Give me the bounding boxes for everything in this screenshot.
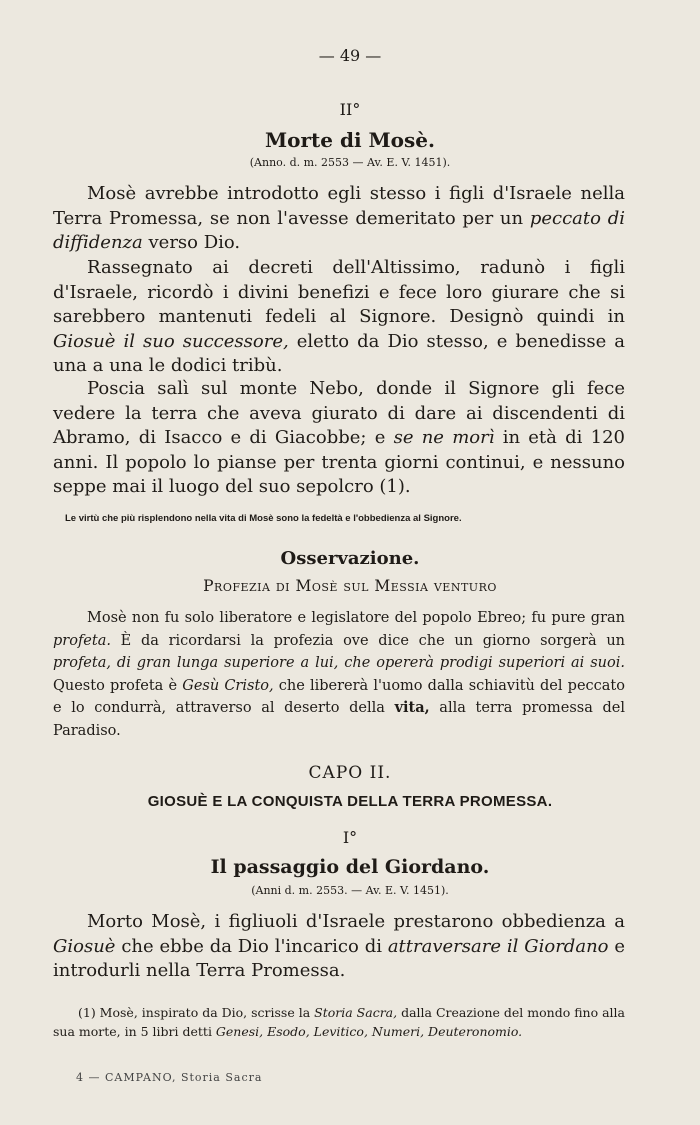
paragraph-2: Rassegnato ai decreti dell'Altissimo, radunò i figli d'Israele, ricordò i divini benefizi e fece loro giurare che si sarebbero mantenuti fedeli al Signore. Designò quindi in Giosuè il suo successore, eletto da Dio stesso, e benedisse a una a una le dodici tribù. bbox=[53, 257, 625, 376]
section-date-2: (Anni d. m. 2553. — Av. E. V. 1451). bbox=[251, 884, 449, 897]
paragraph-3: Poscia salì sul monte Nebo, donde il Signore gli fece vedere la terra che aveva giurato di dare ai discendenti di Abramo, di Isacco e di Giacobbe; e se ne morì in età di 120 anni. Il popolo lo pianse per trenta giorni continui, e nessuno seppe mai il luogo del suo sepolcro (1). bbox=[53, 378, 625, 497]
section-number-2: I° bbox=[342, 828, 358, 847]
paragraph-4: Morto Mosè, i figliuoli d'Israele prestarono obbedienza a Giosuè che ebbe da Dio l'incarico di attraversare il Giordano e introdurli nella Terra Promessa. bbox=[53, 911, 626, 981]
section-title: Morte di Mosè. bbox=[265, 128, 435, 152]
virtue-note: Le virtù che più risplendono nella vita di Mosè sono la fedeltà e l'obbedienza al Signore. bbox=[65, 513, 462, 524]
section-number: II° bbox=[339, 100, 361, 119]
section-date: (Anno. d. m. 2553 — Av. E. V. 1451). bbox=[249, 156, 451, 169]
observation-subtitle: Profezia di Mosè sul Messia venturo bbox=[203, 577, 497, 595]
footnote: (1) Mosè, inspirato da Dio, scrisse la Storia Sacra, dalla Creazione del mondo fino alla sua morte, in 5 libri detti Genesi, Esodo, Levitico, Numeri, Deuteronomio. bbox=[53, 1005, 625, 1039]
observation-paragraph: Mosè non fu solo liberatore e legislatore del popolo Ebreo; fu pure gran profeta. È da ricordarsi la profezia ove dice che un giorno sorgerà un profeta, di gran lunga superiore a lui, che opererà prodigi superiori ai suoi. Questo profeta è Gesù Cristo, che libererà l'uomo dalla schiavitù del peccato e lo condurrà, attraverso al deserto della vita, alla terra promessa del Paradiso. bbox=[53, 610, 626, 739]
page-number: — 49 — bbox=[318, 46, 382, 65]
paragraph-1: Mosè avrebbe introdotto egli stesso i figli d'Israele nella Terra Promessa, se non l'avesse demeritato per un peccato di diffidenza verso Dio. bbox=[53, 183, 625, 253]
printer-signature: 4 — CAMPANO, Storia Sacra bbox=[76, 1071, 263, 1084]
observation-title: Osservazione. bbox=[280, 548, 420, 569]
chapter-label: CAPO II. bbox=[308, 763, 392, 783]
section-title-2: Il passaggio del Giordano. bbox=[210, 856, 490, 878]
chapter-subtitle: GIOSUÈ E LA CONQUISTA DELLA TERRA PROMESSA. bbox=[147, 793, 553, 810]
